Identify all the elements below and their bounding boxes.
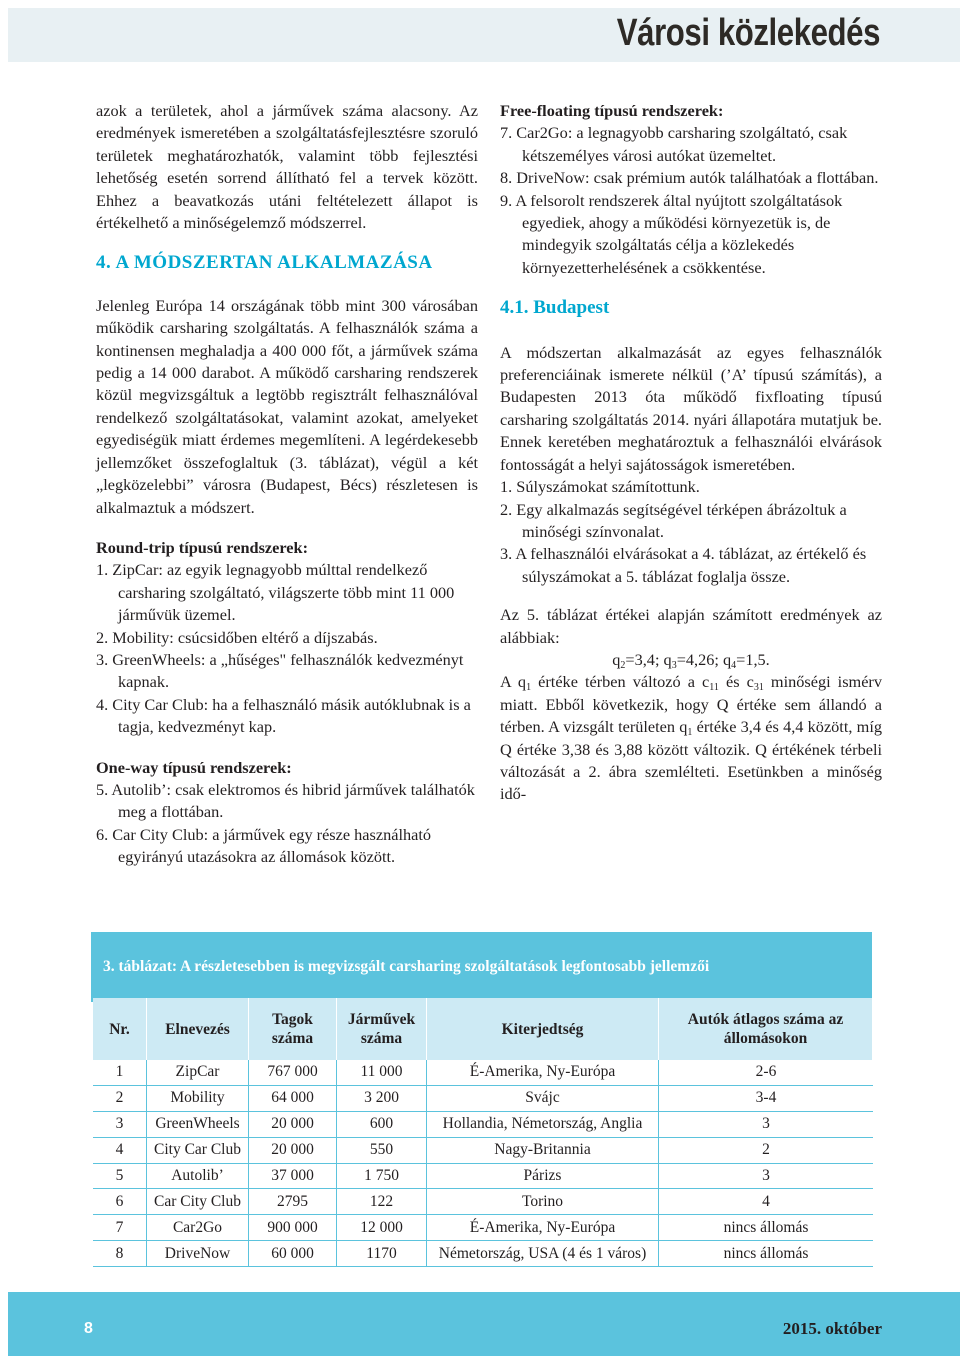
table-cell: 2-6 <box>659 1060 873 1086</box>
table-cell: Svájc <box>427 1086 659 1112</box>
list-item: 1. Súlyszámokat számítottunk. <box>500 477 700 497</box>
table-cell: 12 000 <box>337 1215 427 1241</box>
table-cell: 4 <box>659 1189 873 1215</box>
table-caption: 3. táblázat: A részletesebben is megvizsgált carsharing szolgáltatások legfontosabb jellemzői <box>91 932 872 1002</box>
list-item: 4. City Car Club: ha a felhasználó másik autóklubnak is a tagja, kedvezményt kap. <box>96 694 471 737</box>
table-row <box>93 1112 873 1138</box>
table-cell: 122 <box>337 1189 427 1215</box>
right-column <box>500 100 882 806</box>
table-cell: 11 000 <box>337 1060 427 1086</box>
table-header-cell: Nr. <box>93 998 147 1060</box>
table-cell: Mobility <box>147 1086 249 1112</box>
table-cell: Torino <box>427 1189 659 1215</box>
table-cell: Hollandia, Németország, Anglia <box>427 1112 659 1138</box>
table-row <box>93 1086 873 1112</box>
table-row <box>93 1241 873 1267</box>
table-cell: Németország, USA (4 és 1 város) <box>427 1241 659 1267</box>
table-cell: 1170 <box>337 1241 427 1267</box>
table-cell: 60 000 <box>249 1241 337 1267</box>
table-header-cell: Elnevezés <box>147 998 249 1060</box>
table-cell: 2795 <box>249 1189 337 1215</box>
table-row <box>93 1164 873 1190</box>
list-item: 5. Autolib’: csak elektromos és hibrid járművek találhatók meg a flottában. <box>96 779 475 822</box>
table-row <box>93 1189 873 1215</box>
budapest-paragraph: A módszertan alkalmazását az egyes felhasználók preferenciáinak ismerete nélkül (’A’ típusú számítás), a Budapesten 2013 óta működő fixfloating típusú carsharing szolgáltatás 2014. nyári állapotára mutatjuk be. Ennek keretében meghatároztuk a felhasználói elvárások fontosságát a helyi sajátosságok ismeretében. <box>500 342 882 474</box>
table-cell: 64 000 <box>249 1086 337 1112</box>
table-cell: 900 000 <box>249 1215 337 1241</box>
list-item: 2. Egy alkalmazás segítségével térképen ábrázoltuk a minőségi színvonalat. <box>500 499 847 541</box>
table-cell: 20 000 <box>249 1138 337 1164</box>
table-cell: Car City Club <box>147 1189 249 1215</box>
table-header-cell: Járművek száma <box>337 998 427 1060</box>
list-item: 9. A felsorolt rendszerek által nyújtott szolgáltatások egyediek, ahogy a működési környezetük is, de mindegyik szolgáltatás célja a közlekedés környezetterhelésének a csökkentése. <box>500 190 843 277</box>
carsharing-table <box>93 998 873 1267</box>
list-item: 3. A felhasználói elvárásokat a 4. táblázat, az értékelő és súlyszámokat a 5. táblázat foglalja össze. <box>500 544 867 586</box>
table-header-cell: Kiterjedtség <box>427 998 659 1060</box>
table-cell: 8 <box>93 1241 147 1267</box>
table-cell: 1 <box>93 1060 147 1086</box>
table-row <box>93 1060 873 1086</box>
intro-paragraph: azok a területek, ahol a járművek száma alacsony. Az eredmények ismeretében a szolgáltatásfejlesztésre szoruló területek meghatározhatók, valamint több fejlesztési lehetőség esetén sorrend állítható fel a tervek között. Ehhez a beavatkozás utáni feltételezett állapot is értékelhető a minőségelemző módszerrel. <box>96 101 478 233</box>
table-cell: Autolib’ <box>147 1164 249 1190</box>
table-cell: GreenWheels <box>147 1112 249 1138</box>
table-3 <box>93 932 873 1278</box>
table-cell: 20 000 <box>249 1112 337 1138</box>
table-cell: 3 200 <box>337 1086 427 1112</box>
roundtrip-heading: Round-trip típusú rendszerek: <box>96 537 308 557</box>
table-cell: 37 000 <box>249 1164 337 1190</box>
table-cell: nincs állomás <box>659 1215 873 1241</box>
list-item: 3. GreenWheels: a „hűséges" felhasználók kedvezményt kapnak. <box>96 649 464 692</box>
table-cell: Nagy-Britannia <box>427 1138 659 1164</box>
table-cell: 3 <box>659 1164 873 1190</box>
table-row <box>93 1215 873 1241</box>
table-cell: Car2Go <box>147 1215 249 1241</box>
q1-paragraph: A $q_1$ értéke térben változó a $c_{11}$ és $c_{31}$ minőségi ismérv miatt. Ebből következik, hogy Q értéke sem állandó a térben. A vizsgált területen $q_1$ értéke 3,4 és 4,4 között, míg Q értéke 3,38 és 3,88 között változik. Q értékének térbeli változását a 2. ábra szemlélteti. Esetünkben a minőség idő- <box>500 672 882 804</box>
table-cell: 767 000 <box>249 1060 337 1086</box>
table-cell: 1 750 <box>337 1164 427 1190</box>
left-column <box>96 100 478 869</box>
table-cell: nincs állomás <box>659 1241 873 1267</box>
table-row <box>93 1138 873 1164</box>
issue-date: 2015. október <box>782 1319 882 1338</box>
list-item: 6. Car City Club: a járművek egy része használható egyirányú utazásokra az állomások között. <box>96 824 432 867</box>
table-header-cell: Tagok száma <box>249 998 337 1060</box>
page-header-title: Városi közlekedés <box>616 12 880 54</box>
table-cell: É-Amerika, Ny-Európa <box>427 1060 659 1086</box>
formula-line: $q_2=3,4$; $q_3=4,26$; $q_4=1,5$. <box>612 649 770 671</box>
table-cell: 2 <box>93 1086 147 1112</box>
subsection-title: 4.1. Budapest <box>500 297 610 319</box>
table-cell: City Car Club <box>147 1138 249 1164</box>
table-cell: DriveNow <box>147 1241 249 1267</box>
list-item: 8. DriveNow: csak prémium autók találhatóak a flottában. <box>500 168 879 188</box>
table-cell: 550 <box>337 1138 427 1164</box>
table-cell: 3 <box>93 1112 147 1138</box>
table-cell: 2 <box>659 1138 873 1164</box>
table-cell: Párizs <box>427 1164 659 1190</box>
table-body <box>93 1060 873 1267</box>
table-cell: 7 <box>93 1215 147 1241</box>
list-item: 2. Mobility: csúcsidőben eltérő a díjszabás. <box>96 627 378 647</box>
results-paragraph: Az 5. táblázat értékei alapján számított eredmények az alábbiak: <box>500 605 882 647</box>
table-cell: 5 <box>93 1164 147 1190</box>
method-paragraph: Jelenleg Európa 14 országának több mint 300 városában működik carsharing szolgáltatás. A felhasználók száma a kontinensen meghaladja a 400 000 főt, a járművek száma pedig a 14 000 darabot. A működő carsharing rendszerek közül megvizsgáltuk a legtöbb regisztrált felhasználóval rendelkező szolgáltatásokat, valamint azokat, amelyeket egyediségük miatt érdemes megemlíteni. A legérdekesebb jellemzőket összefoglaltuk (3. táblázat), végül a két „legközelebbi” városra (Budapest, Bécs) részletesen is alkalmaztuk a módszert. <box>96 295 478 517</box>
section-title: 4. A MÓDSZERTAN ALKALMAZÁSA <box>96 252 433 274</box>
table-cell: ZipCar <box>147 1060 249 1086</box>
table-header-cell: Autók átlagos száma az állomásokon <box>659 998 873 1060</box>
table-header-row <box>93 998 873 1060</box>
oneway-heading: One-way típusú rendszerek: <box>96 757 292 777</box>
table-cell: 3-4 <box>659 1086 873 1112</box>
table-cell: 6 <box>93 1189 147 1215</box>
page-number: 8 <box>84 1320 93 1337</box>
table-cell: 600 <box>337 1112 427 1138</box>
list-item: 1. ZipCar: az egyik legnagyobb múlttal rendelkező carsharing szolgáltató, világszerte több mint 11 000 járművük üzemel. <box>96 560 455 625</box>
table-cell: 3 <box>659 1112 873 1138</box>
table-cell: É-Amerika, Ny-Európa <box>427 1215 659 1241</box>
table-cell: 4 <box>93 1138 147 1164</box>
list-item: 7. Car2Go: a legnagyobb carsharing szolgáltató, csak kétszemélyes városi autókat üzemeltet. <box>500 123 848 165</box>
freefloat-heading: Free-floating típusú rendszerek: <box>500 101 724 120</box>
